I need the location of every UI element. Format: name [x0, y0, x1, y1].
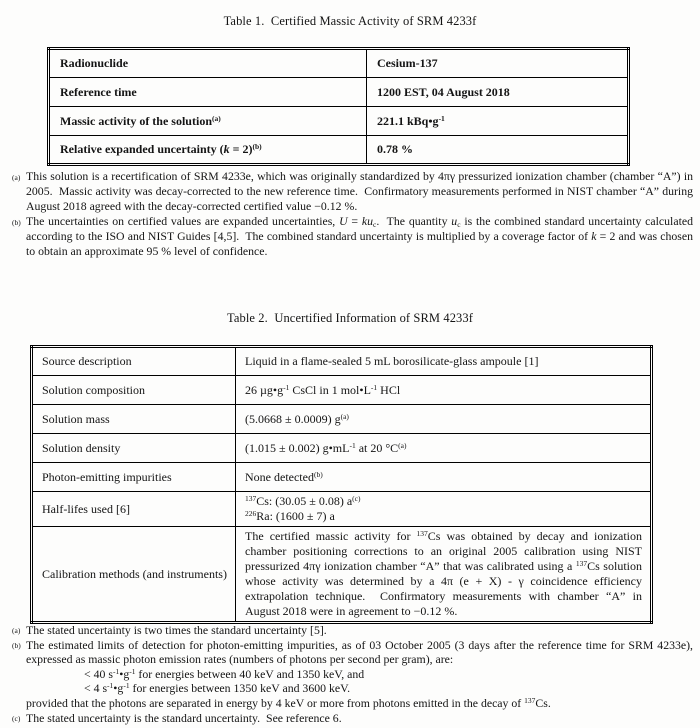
- row-value: 26 $\mu g•g^{-1}$ CsCl in 1 $mol•L^{-1}$ HCl: [236, 376, 652, 405]
- table-row: [32, 405, 652, 434]
- footnote-marker: (a): [12, 626, 21, 635]
- table2-uncertified-information: [30, 345, 653, 624]
- footnote: [10, 638, 693, 711]
- row-value: The certified massic activity for $^{137}$Cs was obtained by decay and ionization chamber positioning corrections to an original 2005 calibration using NIST pressurized 4πγ ionization chamber “A” that was calibrated using a $^{137}$Cs solution whose activity was determined by a 4π (e + X) - γ coincidence efficiency extrapolation technique. Confirmatory measurements with chamber “A” in August 2018 were in agreement to −0.12 %.: [236, 527, 652, 623]
- row-label: Reference time: [49, 78, 367, 107]
- table-row: [32, 492, 652, 527]
- row-value: Liquid in a flame-sealed 5 mL borosilicate-glass ampoule [1]: [236, 347, 652, 376]
- footnote-text: This solution is a recertification of SRM 4233e, which was originally standardized by 4πγ pressurized ionization chamber (chamber “A”) in 2005. Massic activity was decay-corrected to the new reference time. Confirmatory measurements performed in NIST chamber “A” during August 2018 agreed with the decay-corrected certified value −0.12 %.: [26, 169, 693, 213]
- row-value: (5.0668 ± 0.0009) $g^{(a)}$: [236, 405, 652, 434]
- table-row: [32, 527, 652, 623]
- table1-certified-massic-activity: [47, 47, 630, 166]
- row-label: Calibration methods (and instruments): [32, 527, 236, 623]
- footnote-marker: (b): [12, 218, 21, 227]
- row-value: None detected$^{(b)}$: [236, 463, 652, 492]
- table-row: [32, 347, 652, 376]
- footnote-text: The uncertainties on certified values are expanded uncertainties, $U = ku_c$. The quantity $u_c$ is the combined standard uncertainty calculated according to the ISO and NIST Guides [4,5]. The combined standard uncertainty is multiplied by a coverage factor of k = 2 and was chosen to obtain an approximate 95 % level of confidence.: [26, 214, 693, 258]
- row-label: Source description: [32, 347, 236, 376]
- footnote: [10, 169, 693, 214]
- row-value: 221.1 $kBq•g^{-1}$: [367, 107, 629, 136]
- row-label: Solution composition: [32, 376, 236, 405]
- row-label: Solution density: [32, 434, 236, 463]
- table1-footnotes: [10, 169, 693, 259]
- row-label: Half-lifes used [6]: [32, 492, 236, 527]
- table2-title: Table 2. Uncertified Information of SRM 4233f: [226, 311, 474, 325]
- footnote-text: < 4 $s^{-1}•g^{-1}$ for energies between 1350 keV and 3600 keV.: [84, 681, 351, 696]
- footnote-text: The stated uncertainty is the standard uncertainty. See reference 6.: [26, 710, 342, 725]
- footnote: [10, 214, 693, 259]
- footnote-marker: (b): [12, 640, 21, 650]
- row-label: Relative expanded uncertainty (k = 2)$^{(b)}$: [49, 136, 367, 165]
- row-value: 0.78 %: [367, 136, 629, 165]
- table1-title: Table 1. Certified Massic Activity of SRM 4233f: [223, 14, 477, 28]
- table-row: [49, 49, 629, 78]
- footnote-marker: (a): [12, 173, 21, 182]
- row-label: Radionuclide: [49, 49, 367, 78]
- row-value: (1.015 ± 0.002) $g•mL^{-1}$ at 20 $^\circ C^{(a)}$: [236, 434, 652, 463]
- row-label: Solution mass: [32, 405, 236, 434]
- row-value: Cesium-137: [367, 49, 629, 78]
- row-value: 1200 EST, 04 August 2018: [367, 78, 629, 107]
- footnote: [10, 711, 693, 726]
- row-label: Photon-emitting impurities: [32, 463, 236, 492]
- footnote-text: provided that the photons are separated in energy by 4 keV or more from photons emitted in the decay of $^{137}$Cs.: [26, 695, 551, 710]
- table-row: [49, 107, 629, 136]
- footnote-marker: (c): [12, 713, 21, 723]
- table-row: [49, 136, 629, 165]
- table-row: [32, 376, 652, 405]
- table-row: [32, 463, 652, 492]
- footnote-text: < 40 $s^{-1}•g^{-1}$ for energies between 40 keV and 1350 keV, and: [84, 666, 365, 681]
- table2-footnotes: [10, 623, 693, 725]
- table-row: [32, 434, 652, 463]
- footnote: [10, 623, 693, 638]
- footnote-text: The estimated limits of detection for photon-emitting impurities, as of 03 October 2005 (3 days after the reference time for SRM 4233e), expressed as massic photon emission rates (numbers of photons per second per gram), are:: [26, 637, 693, 667]
- footnote-text: The stated uncertainty is two times the standard uncertainty [5].: [26, 623, 327, 637]
- table-row: [49, 78, 629, 107]
- row-label: Massic activity of the solution$^{(a)}$: [49, 107, 367, 136]
- row-value: $^{137}$Cs: (30.05 ± 0.08) $a^{(c)}$ $^{226}$Ra: (1600 ± 7) a: [236, 492, 652, 527]
